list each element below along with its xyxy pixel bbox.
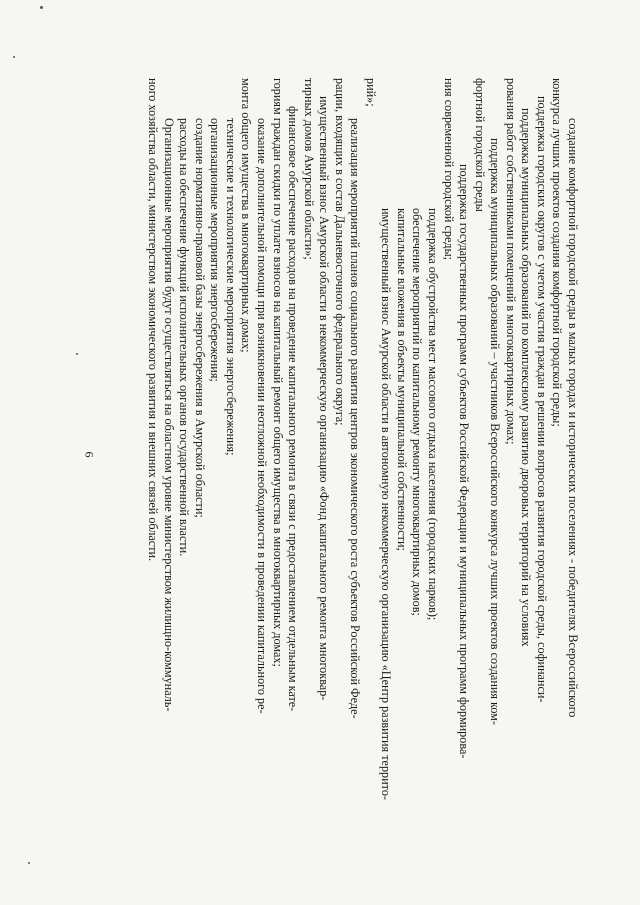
text-line: создание комфортной городской среды в малых городах и исторических поселениях - победителях Всероссийского — [566, 118, 580, 718]
text-line: поддержка обустройства мест массового отдыха населения (городских парков); — [426, 208, 441, 621]
scan-speck — [13, 56, 15, 58]
text-line: конкурса лучших проектов создания комфортной городской среды; — [550, 78, 565, 427]
text-line: тирных домов Амурской области»; — [301, 78, 316, 260]
text-line: расходы на обеспечение функций исполнительных органов государственной власти. — [177, 118, 192, 557]
document-text-block — [110, 78, 580, 868]
scan-speck — [28, 862, 30, 864]
text-line: рования работ собственниками помещений в многоквартирных домах; — [503, 78, 518, 445]
text-line: капитальные вложения в объекты муниципальной собственности; — [394, 208, 409, 551]
text-line: оказание дополнительной помощи при возникновении неотложной необходимости в проведении капитального ре- — [255, 118, 269, 714]
text-line: реализация мероприятий планов социального развития центров экономического роста субъектов Российской Феде- — [348, 118, 363, 719]
text-line: фортной городской среды — [472, 78, 487, 212]
text-line: имущественный взнос Амурской области в некоммерческую организацию «Фонд капитального ремонта многоквар- — [317, 96, 332, 701]
text-line: ния современной городской среды; — [441, 78, 456, 261]
text-line: имущественный взнос Амурской области в автономную некоммерческую организацию «Центр развития террито- — [379, 208, 394, 800]
text-line: ного хозяйства области, министерством экономического развития и внешних связей области. — [146, 78, 161, 562]
text-line: рации, входящих в состав Дальневосточного федерального округа; — [332, 78, 347, 426]
text-line: монта общего имущества в многоквартирных домах; — [239, 78, 254, 353]
text-line: организационные мероприятия энергосбережения; — [208, 118, 223, 382]
page-number: 6 — [82, 451, 97, 458]
text-line: обеспечение мероприятий по капитальному ремонту многоквартирных домов; — [410, 208, 425, 616]
text-line: поддержка муниципальных образований по комплексному развитию дворовых территорий на условиях — [519, 108, 534, 647]
text-line: гориям граждан скидки по уплате взносов на капитальный ремонт общего имущества в многоквартирных домах; — [270, 78, 285, 667]
text-line: рий»; — [363, 78, 378, 107]
text-line: поддержка муниципальных образований – участников Всероссийского конкурса лучших проектов создания ком- — [488, 138, 503, 725]
text-line: поддержка городских округов с учетом участия граждан в решении вопросов развития городской среды, софинанси- — [534, 96, 549, 703]
text-line: финансовое обеспечение расходов на проведение капитального ремонта в связи с предоставлением отдельным кате- — [286, 106, 301, 712]
text-line: поддержка государственных программ субъектов Российской Федерации и муниципальных программ формирова- — [457, 164, 472, 759]
text-line: технические и технологические мероприятия энергосбережения; — [223, 118, 238, 456]
text-line: Организационные мероприятия будут осуществляться на областном уровне министерством жилищно-коммуналь- — [161, 118, 176, 712]
scan-speck — [40, 6, 43, 9]
scan-speck — [76, 353, 78, 355]
text-line: создание нормативно-правовой базы энергосбережения в Амурской области; — [192, 118, 207, 518]
